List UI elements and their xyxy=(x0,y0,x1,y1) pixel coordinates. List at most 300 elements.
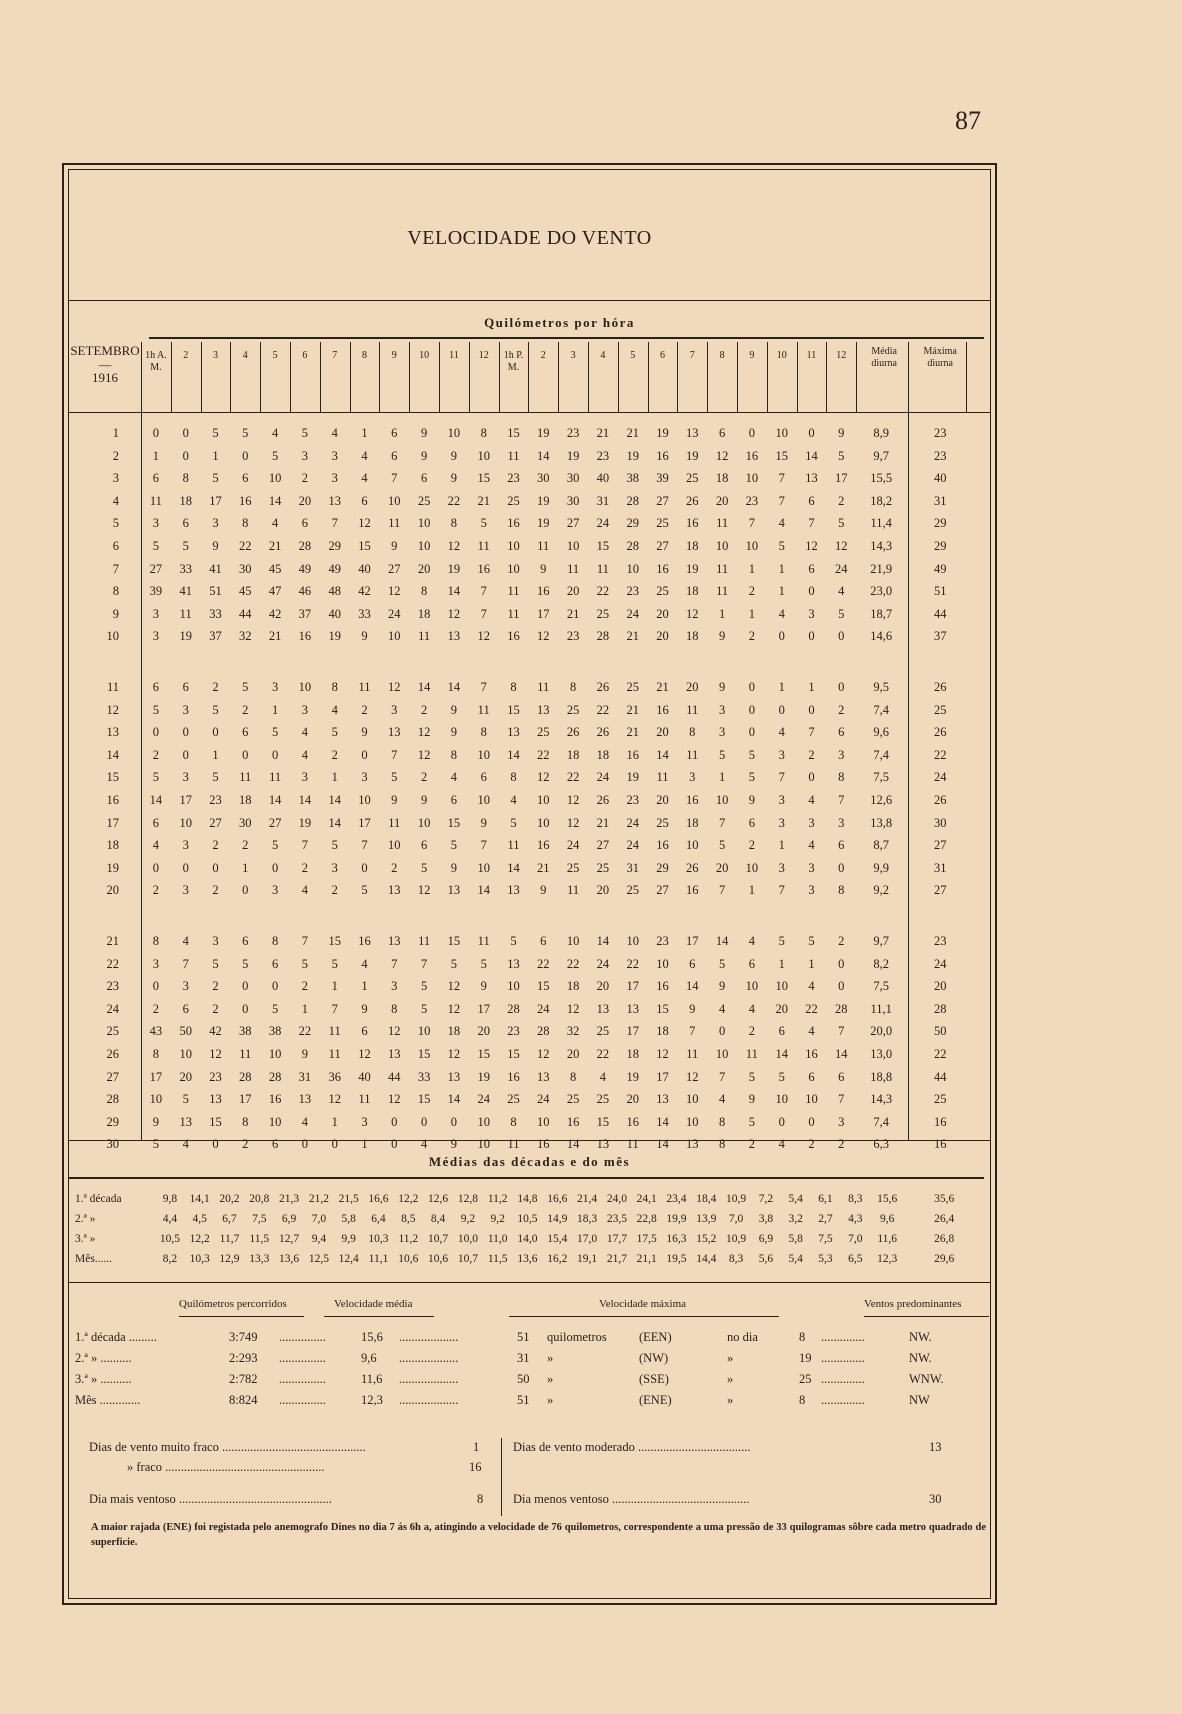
hour-value: 27 xyxy=(268,815,282,830)
hour-value: 2 xyxy=(212,838,219,853)
hour-value: 25 xyxy=(596,606,610,621)
hour-value: 5 xyxy=(450,956,458,971)
medias-value: 4,5 xyxy=(192,1213,207,1225)
medias-maxima: 26,8 xyxy=(934,1233,955,1245)
summary-nodia: » xyxy=(727,1393,734,1407)
hour-value: 7 xyxy=(748,516,756,531)
hour-value: 1 xyxy=(778,838,785,853)
media-diurna-value: 20,0 xyxy=(870,1024,893,1039)
dias-moderado: 13 xyxy=(929,1440,942,1454)
maxima-diurna-value: 51 xyxy=(933,584,947,599)
hour-value: 6 xyxy=(808,1069,815,1084)
hour-value: 18 xyxy=(447,1024,461,1039)
media-diurna-value: 6,3 xyxy=(873,1137,889,1152)
medias-value: 12,2 xyxy=(189,1233,210,1245)
summary-unit: » xyxy=(547,1372,554,1386)
hour-value: 22 xyxy=(566,956,580,971)
hour-value: 16 xyxy=(626,1114,639,1129)
medias-value: 13,9 xyxy=(696,1213,717,1225)
hour-value: 6 xyxy=(242,471,249,486)
media-diurna-value: 14,3 xyxy=(870,539,893,553)
hour-value: 1 xyxy=(361,1137,368,1152)
hour-value: 23 xyxy=(507,1024,520,1039)
hour-value: 10 xyxy=(477,448,490,463)
hour-value: 3 xyxy=(361,1114,368,1129)
header-col-rule xyxy=(528,342,529,412)
hour-value: 39 xyxy=(656,471,669,486)
header-col-rule xyxy=(469,342,470,412)
hour-value: 11 xyxy=(567,561,580,576)
hour-value: 30 xyxy=(239,815,252,830)
hour-value: 14 xyxy=(835,1047,848,1061)
hour-value: 28 xyxy=(268,1069,282,1084)
hour-value: 10 xyxy=(388,629,401,644)
hour-value: 6 xyxy=(152,680,160,694)
hour-value: 10 xyxy=(805,1092,818,1107)
hour-value: 1 xyxy=(748,561,756,576)
hour-value: 11 xyxy=(596,561,609,576)
hour-value: 12 xyxy=(209,1047,222,1061)
hour-value: 15 xyxy=(596,539,610,553)
hour-value: 4 xyxy=(152,838,160,853)
hour-value: 15 xyxy=(358,539,371,553)
hour-header-17: 6 xyxy=(659,350,665,361)
hour-value: 1 xyxy=(748,883,756,898)
hour-value: 19 xyxy=(179,629,192,644)
hour-value: 2 xyxy=(420,770,428,785)
medias-value: 4,3 xyxy=(848,1213,863,1225)
hour-value: 3 xyxy=(301,770,309,785)
hour-value: 3 xyxy=(361,770,368,785)
medias-value: 7,5 xyxy=(252,1213,267,1225)
hour-value: 15 xyxy=(209,1114,222,1129)
hour-value: 1 xyxy=(748,606,756,621)
hour-value: 11 xyxy=(477,934,490,948)
hour-value: 10 xyxy=(358,793,371,807)
medias-value: 13,3 xyxy=(249,1253,270,1265)
hour-value: 26 xyxy=(596,725,610,740)
hour-value: 15 xyxy=(417,1047,431,1061)
hour-value: 47 xyxy=(268,584,282,599)
hour-value: 0 xyxy=(182,448,189,463)
maxima-diurna-value: 22 xyxy=(933,747,947,762)
hour-value: 5 xyxy=(778,1069,785,1084)
hour-header-9: 10 xyxy=(419,350,430,361)
hour-value: 1 xyxy=(718,770,726,785)
hour-value: 6 xyxy=(689,956,696,971)
hour-value: 4 xyxy=(718,1092,726,1107)
hour-value: 14 xyxy=(268,493,282,508)
hour-value: 3 xyxy=(808,860,815,875)
hour-header-14: 3 xyxy=(570,350,576,361)
header-col-rule xyxy=(966,342,967,412)
summary-leader: ............... xyxy=(279,1351,326,1365)
hour-value: 3 xyxy=(152,606,160,621)
hour-value: 20 xyxy=(656,629,669,644)
hour-value: 10 xyxy=(477,747,490,762)
hour-value: 2 xyxy=(301,860,309,875)
hour-value: 3 xyxy=(778,860,785,875)
hour-value: 32 xyxy=(239,629,252,644)
hour-value: 27 xyxy=(209,815,222,830)
hour-value: 3 xyxy=(301,448,309,463)
hour-value: 10 xyxy=(477,1137,490,1152)
media-diurna-value: 7,5 xyxy=(873,770,889,785)
hour-value: 20 xyxy=(596,883,610,898)
hour-header-3: 4 xyxy=(242,350,248,361)
hour-value: 39 xyxy=(149,584,163,599)
hour-value: 10 xyxy=(447,426,461,440)
hour-value: 10 xyxy=(268,471,282,486)
media-col-rule xyxy=(908,412,909,1140)
hour-value: 1 xyxy=(808,956,815,971)
hour-value: 17 xyxy=(537,606,550,621)
hour-value: 17 xyxy=(477,1001,490,1016)
header-col-rule xyxy=(201,342,202,412)
hour-value: 3 xyxy=(391,702,398,717)
medias-value: 6,7 xyxy=(222,1213,237,1225)
hour-value: 10 xyxy=(566,539,580,553)
maxima-diurna-value: 24 xyxy=(933,956,947,971)
hour-value: 11 xyxy=(507,584,520,599)
hour-value: 21 xyxy=(626,426,639,440)
day-label: 1 xyxy=(112,426,119,440)
hour-value: 21 xyxy=(596,426,610,440)
hour-value: 14 xyxy=(328,793,341,807)
hour-value: 30 xyxy=(566,493,580,508)
hour-header-18: 7 xyxy=(689,350,695,361)
hour-value: 19 xyxy=(626,448,639,463)
hour-value: 8 xyxy=(152,1047,160,1061)
hour-value: 11 xyxy=(656,770,669,785)
hour-value: 9 xyxy=(480,979,487,994)
hour-header-20: 9 xyxy=(749,350,755,361)
hour-value: 13 xyxy=(179,1114,192,1129)
hour-value: 8 xyxy=(242,516,249,531)
hour-value: 0 xyxy=(808,1114,815,1129)
medias-value: 10,7 xyxy=(428,1233,449,1245)
hour-value: 1 xyxy=(242,860,249,875)
medias-value: 24,1 xyxy=(636,1193,657,1205)
hour-value: 12 xyxy=(447,979,461,994)
hour-value: 10 xyxy=(417,516,431,531)
summary-max: 51 xyxy=(517,1393,530,1407)
month-label: SETEMBRO xyxy=(70,343,140,358)
medias-label: 1.ª década xyxy=(75,1193,122,1205)
hour-value: 38 xyxy=(239,1024,252,1039)
hour-value: 2 xyxy=(391,860,398,875)
hour-value: 11 xyxy=(358,1092,371,1107)
hour-value: 5 xyxy=(182,539,189,553)
hour-value: 14 xyxy=(566,1137,580,1152)
maxima-diurna-value: 27 xyxy=(933,883,947,898)
medias-value: 8,5 xyxy=(401,1213,416,1225)
hour-value: 25 xyxy=(507,493,520,508)
media-diurna-value: 13,8 xyxy=(870,815,893,830)
summary-unit: » xyxy=(547,1393,554,1407)
hour-value: 4 xyxy=(301,747,309,762)
hour-value: 27 xyxy=(388,561,401,576)
media-diurna-value: 9,9 xyxy=(873,860,889,875)
hour-value: 10 xyxy=(715,793,729,807)
hour-value: 8 xyxy=(331,680,338,694)
hour-value: 3 xyxy=(271,680,279,694)
hour-value: 12 xyxy=(656,1047,669,1061)
maxima-diurna-value: 16 xyxy=(933,1114,947,1129)
hour-value: 5 xyxy=(718,838,726,853)
hour-value: 14 xyxy=(686,979,699,994)
hour-value: 23 xyxy=(656,934,669,948)
hour-value: 12 xyxy=(388,1024,401,1039)
hour-value: 22 xyxy=(298,1024,312,1039)
hour-value: 25 xyxy=(626,883,639,898)
hour-value: 2 xyxy=(748,1024,756,1039)
hour-value: 25 xyxy=(596,860,610,875)
hour-value: 4 xyxy=(748,1001,756,1016)
hour-value: 12 xyxy=(805,539,818,553)
hour-value: 6 xyxy=(361,1024,368,1039)
hour-value: 14 xyxy=(328,815,341,830)
hour-value: 12 xyxy=(715,448,729,463)
maxima-diurna-value: 28 xyxy=(933,1001,947,1016)
hour-value: 7 xyxy=(778,493,785,508)
hour-value: 20 xyxy=(566,584,580,599)
hour-value: 9 xyxy=(361,725,368,740)
medias-value: 24,0 xyxy=(606,1193,627,1205)
hour-value: 31 xyxy=(596,493,610,508)
medias-value: 16,6 xyxy=(547,1193,568,1205)
hour-value: 9 xyxy=(718,680,726,694)
day-label: 8 xyxy=(112,584,119,599)
hour-value: 13 xyxy=(447,1069,461,1084)
medias-value: 9,2 xyxy=(490,1213,505,1225)
hour-value: 0 xyxy=(718,1024,726,1039)
hour-value: 6 xyxy=(391,448,398,463)
hour-value: 10 xyxy=(477,793,490,807)
hour-value: 37 xyxy=(209,629,222,644)
hour-value: 28 xyxy=(507,1001,520,1016)
media-diurna-value: 9,5 xyxy=(873,680,889,694)
hour-value: 13 xyxy=(388,883,401,898)
medias-value: 11,5 xyxy=(249,1233,270,1245)
medias-value: 11,0 xyxy=(487,1233,508,1245)
medias-value: 17,5 xyxy=(636,1233,657,1245)
day-label: 11 xyxy=(106,680,119,694)
head-velocidade-media: Velocidade média xyxy=(334,1298,413,1310)
summary-max: 51 xyxy=(517,1330,530,1344)
media-diurna-value: 18,2 xyxy=(870,493,893,508)
summary-leader: ............... xyxy=(279,1372,326,1386)
maxima-diurna-value: 23 xyxy=(933,426,947,440)
hour-value: 2 xyxy=(212,883,219,898)
hour-value: 26 xyxy=(596,680,610,694)
hour-value: 19 xyxy=(537,516,550,531)
hour-value: 18 xyxy=(566,979,580,994)
hour-value: 0 xyxy=(242,448,249,463)
hour-value: 10 xyxy=(745,979,759,994)
hour-value: 3 xyxy=(212,934,219,948)
hour-value: 5 xyxy=(510,815,517,830)
summary-head-rule xyxy=(179,1316,304,1317)
hour-value: 5 xyxy=(748,770,756,785)
summary-media: 9,6 xyxy=(361,1351,377,1365)
hour-value: 11 xyxy=(388,815,401,830)
hour-value: 13 xyxy=(805,471,818,486)
hour-value: 28 xyxy=(835,1001,848,1016)
hour-value: 8 xyxy=(510,1114,517,1129)
hour-value: 20 xyxy=(179,1069,192,1084)
page-title: VELOCIDADE DO VENTO xyxy=(407,227,652,249)
hour-value: 1 xyxy=(778,956,785,971)
maxima-diurna-value: 16 xyxy=(933,1137,947,1152)
header-rule xyxy=(69,412,990,413)
day-label: 2 xyxy=(112,448,119,463)
maxima-diurna-value: 44 xyxy=(933,1069,947,1084)
hour-value: 24 xyxy=(566,838,580,853)
hour-value: 5 xyxy=(748,747,756,762)
maxima-diurna-value: 50 xyxy=(933,1024,947,1039)
maxima-diurna-value: 26 xyxy=(933,725,947,740)
hour-value: 4 xyxy=(361,471,368,486)
hour-value: 6 xyxy=(838,1069,845,1084)
medias-media: 15,6 xyxy=(877,1193,898,1205)
hour-value: 5 xyxy=(420,979,428,994)
hour-value: 4 xyxy=(182,934,189,948)
hour-value: 23 xyxy=(626,584,639,599)
medias-value: 4,4 xyxy=(162,1213,178,1225)
hour-value: 10 xyxy=(566,934,580,948)
hour-value: 40 xyxy=(358,561,371,576)
day-label: 9 xyxy=(112,606,119,621)
hour-value: 49 xyxy=(298,561,312,576)
hour-value: 49 xyxy=(328,561,341,576)
hour-header-2: 3 xyxy=(212,350,218,361)
hour-value: 14 xyxy=(477,883,490,898)
hour-value: 8 xyxy=(480,426,487,440)
hour-value: 13 xyxy=(298,1092,312,1107)
hour-value: 7 xyxy=(420,956,428,971)
hour-value: 3 xyxy=(808,815,815,830)
medias-value: 2,7 xyxy=(818,1213,833,1225)
table-frame xyxy=(62,163,997,1605)
hour-header-12: 1h P. M. xyxy=(503,350,524,373)
hour-value: 5 xyxy=(480,516,487,531)
hour-value: 16 xyxy=(656,561,669,576)
hour-value: 12 xyxy=(388,584,401,599)
hour-value: 11 xyxy=(239,770,252,785)
hour-value: 7 xyxy=(808,725,815,740)
medias-value: 23,4 xyxy=(666,1193,687,1205)
hour-value: 2 xyxy=(301,979,309,994)
hour-value: 10 xyxy=(417,1024,431,1039)
summary-leader: ............... xyxy=(279,1393,326,1407)
hour-value: 11 xyxy=(149,493,162,508)
hour-value: 16 xyxy=(537,838,550,853)
header-col-rule xyxy=(379,342,380,412)
frame-inner: VELOCIDADE DO VENTO Quilómetros por hóra SETEMBRO — 1916 1h A. M. 2 3 4 5 6 7 8 9 10 11 12 1h P. M. 2 3 4 5 6 7 8 9 10 11 12 Média diurna Máxima diurna 1 0 0 5 5 4 5 4 1 6 9 10 8 15 19 23 21 21 19 13 6 0 10 0 9 8,9 23 2 1 0 1 0 5 3 3 4 6 9 9 10 11 14 19 23 19 16 19 12 16 15 14 5 9,7 23 3 6 8 5 6 10 2 3 4 7 6 9 15 23 30 30 40 38 39 25 18 10 7 13 17 15,5 40 4 11 18 17 16 14 20 13 6 10 25 22 21 25 19 30 31 28 27 26 20 23 7 6 2 18,2 31 5 3 6 3 8 4 6 7 12 11 10 8 5 16 19 27 24 29 25 16 11 7 4 7 5 11,4 29 6 5 5 9 22 21 28 29 15 9 10 12 11 10 11 10 15 28 27 18 10 10 5 12 12 14,3 29 7 27 33 41 30 45 49 49 40 27 20 19 16 10 9 11 11 10 16 19 11 1 1 6 24 21,9 49 8 39 41 51 45 47 46 48 42 12 8 14 7 11 16 20 22 23 25 18 11 2 1 0 4 23,0 51 9 3 11 33 44 42 37 40 33 24 18 12 7 11 17 21 25 24 20 12 1 1 4 3 5 18,7 44 10 3 19 37 32 21 16 19 9 10 11 13 12 16 12 23 28 21 20 18 9 2 0 0 0 14,6 37 11 6 6 2 5 3 10 8 11 12 14 14 7 8 11 8 26 25 21 20 9 0 1 1 0 9,5 26 12 5 3 5 2 1 3 4 2 3 2 9 11 15 13 25 22 21 16 11 3 0 0 0 2 7,4 25 13 0 0 0 6 5 4 5 9 13 12 9 8 13 25 26 26 21 20 8 3 0 4 7 6 9,6 26 14 2 0 1 0 0 4 2 0 7 12 8 10 14 22 18 18 16 14 11 5 5 3 2 3 7,4 22 15 5 3 5 11 11 3 1 3 5 2 4 6 8 12 22 24 19 11 3 1 5 7 0 8 7,5 24 16 14 17 23 18 14 14 14 10 9 9 6 10 4 10 12 26 23 20 16 10 9 3 4 7 12,6 26 17 6 10 27 30 27 19 14 17 11 10 15 9 5 10 12 21 24 25 18 7 6 3 3 3 13,8 30 18 4 3 2 2 5 7 5 7 10 6 5 7 11 16 24 27 24 16 10 5 2 1 4 6 8,7 27 19 0 0 0 1 0 2 3 0 2 5 9 10 14 21 25 25 31 29 26 20 10 3 3 0 9,9 31 20 2 3 2 0 3 4 2 5 13 12 13 14 13 9 11 20 25 27 16 7 1 7 3 8 9,2 27 21 8 4 3 6 8 7 15 16 13 11 15 11 5 6 10 14 10 23 17 14 4 5 5 2 9,7 23 22 3 7 5 5 6 5 5 4 7 7 5 5 13 22 22 24 22 10 6 5 6 1 1 0 8,2 24 23 0 3 2 0 0 2 1 1 3 5 12 9 10 15 18 20 17 16 14 9 10 10 4 0 7,5 20 24 2 6 2 0 5 1 7 9 8 5 12 17 28 24 12 13 13 15 9 4 4 20 22 28 11,1 28 25 43 50 42 38 38 22 11 6 12 10 18 20 23 28 32 25 17 18 7 0 2 6 4 7 20,0 50 26 8 10 12 11 10 9 11 12 13 15 12 15 15 12 20 22 18 12 11 10 11 14 16 14 13,0 22 27 17 20 23 28 28 31 36 40 44 33 13 19 16 13 8 4 19 17 12 7 5 5 6 6 18,8 44 28 10 5 13 17 16 13 12 11 12 15 14 24 25 24 25 25 20 13 10 4 9 10 10 7 14,3 25 29 9 13 15 8 10 4 1 3 0 0 0 10 8 10 16 15 16 14 10 8 5 0 0 3 7,4 16 30 5 4 0 2 6 0 0 1 0 4 9 10 11 16 14 13 11 14 13 8 2 4 2 2 6,3 16 Médias das décadas e do mês 1.ª década 9,8 14,1 20,2 20,8 21,3 21,2 21,5 16,6 12,2 12,6 12,8 11,2 14,8 16,6 21,4 24,0 24,1 23,4 18,4 10,9 7,2 5,4 6,1 8,3 15,6 35,6 2.ª » 4,4 4,5 6,7 7,5 6,9 7,0 5,8 6,4 8,5 8,4 9,2 9,2 10,5 14,9 18,3 23,5 22,8 19,9 13,9 7,0 3,8 3,2 2,7 4,3 9,6 26,4 3.ª » 10,5 12,2 11,7 11,5 12,7 9,4 9,9 10,3 11,2 10,7 10,0 11,0 14,0 15,4 17,0 17,7 17,5 16,3 15,2 10,9 6,9 5,8 7,5 7,0 11,6 26,8 Mês...... 8,2 10,3 12,9 13,3 13,6 12,5 12,4 11,1 10,6 10,6 10,7 11,5 13,6 16,2 19,1 21,7 21,1 19,5 14,4 8,3 5,6 5,4 5,3 6,5 12,3 29,6 Quilómetros percorridos Velocidade média Velocidade máxima Ventos predominantes 1.ª década ......... 3:749 ............... 15,6 ................... 51 quilometros (EEN) no dia 8 .............. NW. 2.ª » .......... 2:293 ............... 9,6 ................... 31 » (NW) » 19 .............. NW. 3.ª » .......... 2:782 ............... 11,6 ................... 50 » (SSE) » 25 .............. WNW. Mês ............. 8:824 ............... 12,3 ................... 51 » (ENE) » 8 .............. NW Dias de vento muito fraco .............................................. 1 » fraco ................................................... 16 Dias de vento moderado .................................... 13 Dia mais ventoso ................................................. 8 Dia menos ventoso ............................................ 30 A maior rajada (ENE) foi registada pelo anemografo Dines no dia 7 ás 6h a, atingindo a velocidade de 76 quilometros, correspondente a uma pressão de 33 quilogramas sôbre cada metro quadrado de superficie. xyxy=(68,169,991,1599)
hour-value: 0 xyxy=(808,426,815,440)
hour-value: 15 xyxy=(537,979,550,994)
medias-rule xyxy=(69,1177,984,1179)
hour-value: 14 xyxy=(656,1137,669,1152)
medias-value: 10,5 xyxy=(159,1233,180,1245)
hour-value: 36 xyxy=(328,1069,341,1084)
day-label: 17 xyxy=(106,815,119,830)
hour-value: 8 xyxy=(391,1001,398,1016)
hour-value: 20 xyxy=(715,860,729,875)
maxima-diurna-value: 29 xyxy=(933,516,947,531)
hour-value: 0 xyxy=(361,747,368,762)
hour-value: 28 xyxy=(596,629,610,644)
medias-maxima: 29,6 xyxy=(934,1253,955,1265)
hour-value: 5 xyxy=(838,606,845,621)
day-label: 3 xyxy=(112,471,119,486)
hour-value: 11 xyxy=(745,1047,758,1061)
summary-head-rule xyxy=(509,1316,779,1317)
hour-value: 24 xyxy=(477,1092,490,1107)
summary-label: 2.ª » .......... xyxy=(75,1351,132,1365)
hour-value: 2 xyxy=(748,629,756,644)
hour-value: 7 xyxy=(361,838,368,853)
hour-value: 13 xyxy=(328,493,341,508)
hour-value: 5 xyxy=(212,956,219,971)
medias-value: 11,1 xyxy=(368,1253,389,1265)
hour-value: 11 xyxy=(477,702,490,717)
hour-value: 17 xyxy=(656,1069,669,1084)
medias-value: 11,2 xyxy=(398,1233,419,1245)
hour-value: 8 xyxy=(152,934,160,948)
hour-value: 8 xyxy=(420,584,428,599)
hour-value: 21 xyxy=(596,815,610,830)
hour-value: 6 xyxy=(271,956,279,971)
hour-value: 24 xyxy=(626,606,639,621)
day-label: 16 xyxy=(106,793,119,807)
hour-value: 13 xyxy=(537,702,550,717)
summary-leader: .............. xyxy=(821,1351,865,1365)
medias-media: 11,6 xyxy=(877,1233,898,1245)
medias-value: 21,5 xyxy=(338,1193,359,1205)
hour-value: 12 xyxy=(447,606,461,621)
hour-value: 19 xyxy=(686,448,699,463)
hour-value: 5 xyxy=(748,1069,756,1084)
summary-leader: .............. xyxy=(821,1393,865,1407)
hour-value: 0 xyxy=(182,725,189,740)
hour-value: 14 xyxy=(805,448,818,463)
hour-value: 6 xyxy=(808,561,815,576)
hour-value: 6 xyxy=(271,1137,279,1152)
hour-value: 5 xyxy=(152,1137,160,1152)
media-diurna-value: 14,6 xyxy=(870,629,893,644)
hour-value: 44 xyxy=(239,606,252,621)
medias-value: 10,9 xyxy=(726,1233,747,1245)
hour-value: 2 xyxy=(808,747,815,762)
hour-value: 10 xyxy=(775,979,788,994)
hour-value: 25 xyxy=(537,725,550,740)
hour-value: 0 xyxy=(271,979,279,994)
media-diurna-value: 7,4 xyxy=(873,1114,889,1129)
hour-value: 9 xyxy=(748,793,756,807)
hour-value: 5 xyxy=(212,471,219,486)
hour-value: 0 xyxy=(778,1114,785,1129)
hour-value: 11 xyxy=(418,629,431,644)
hour-value: 0 xyxy=(838,680,845,694)
summary-dir: (SSE) xyxy=(639,1372,669,1386)
hour-value: 5 xyxy=(301,956,309,971)
summary-dia: 8 xyxy=(799,1393,806,1407)
medias-value: 21,1 xyxy=(636,1253,657,1265)
hour-value: 3 xyxy=(301,702,309,717)
hour-value: 4 xyxy=(808,838,815,853)
